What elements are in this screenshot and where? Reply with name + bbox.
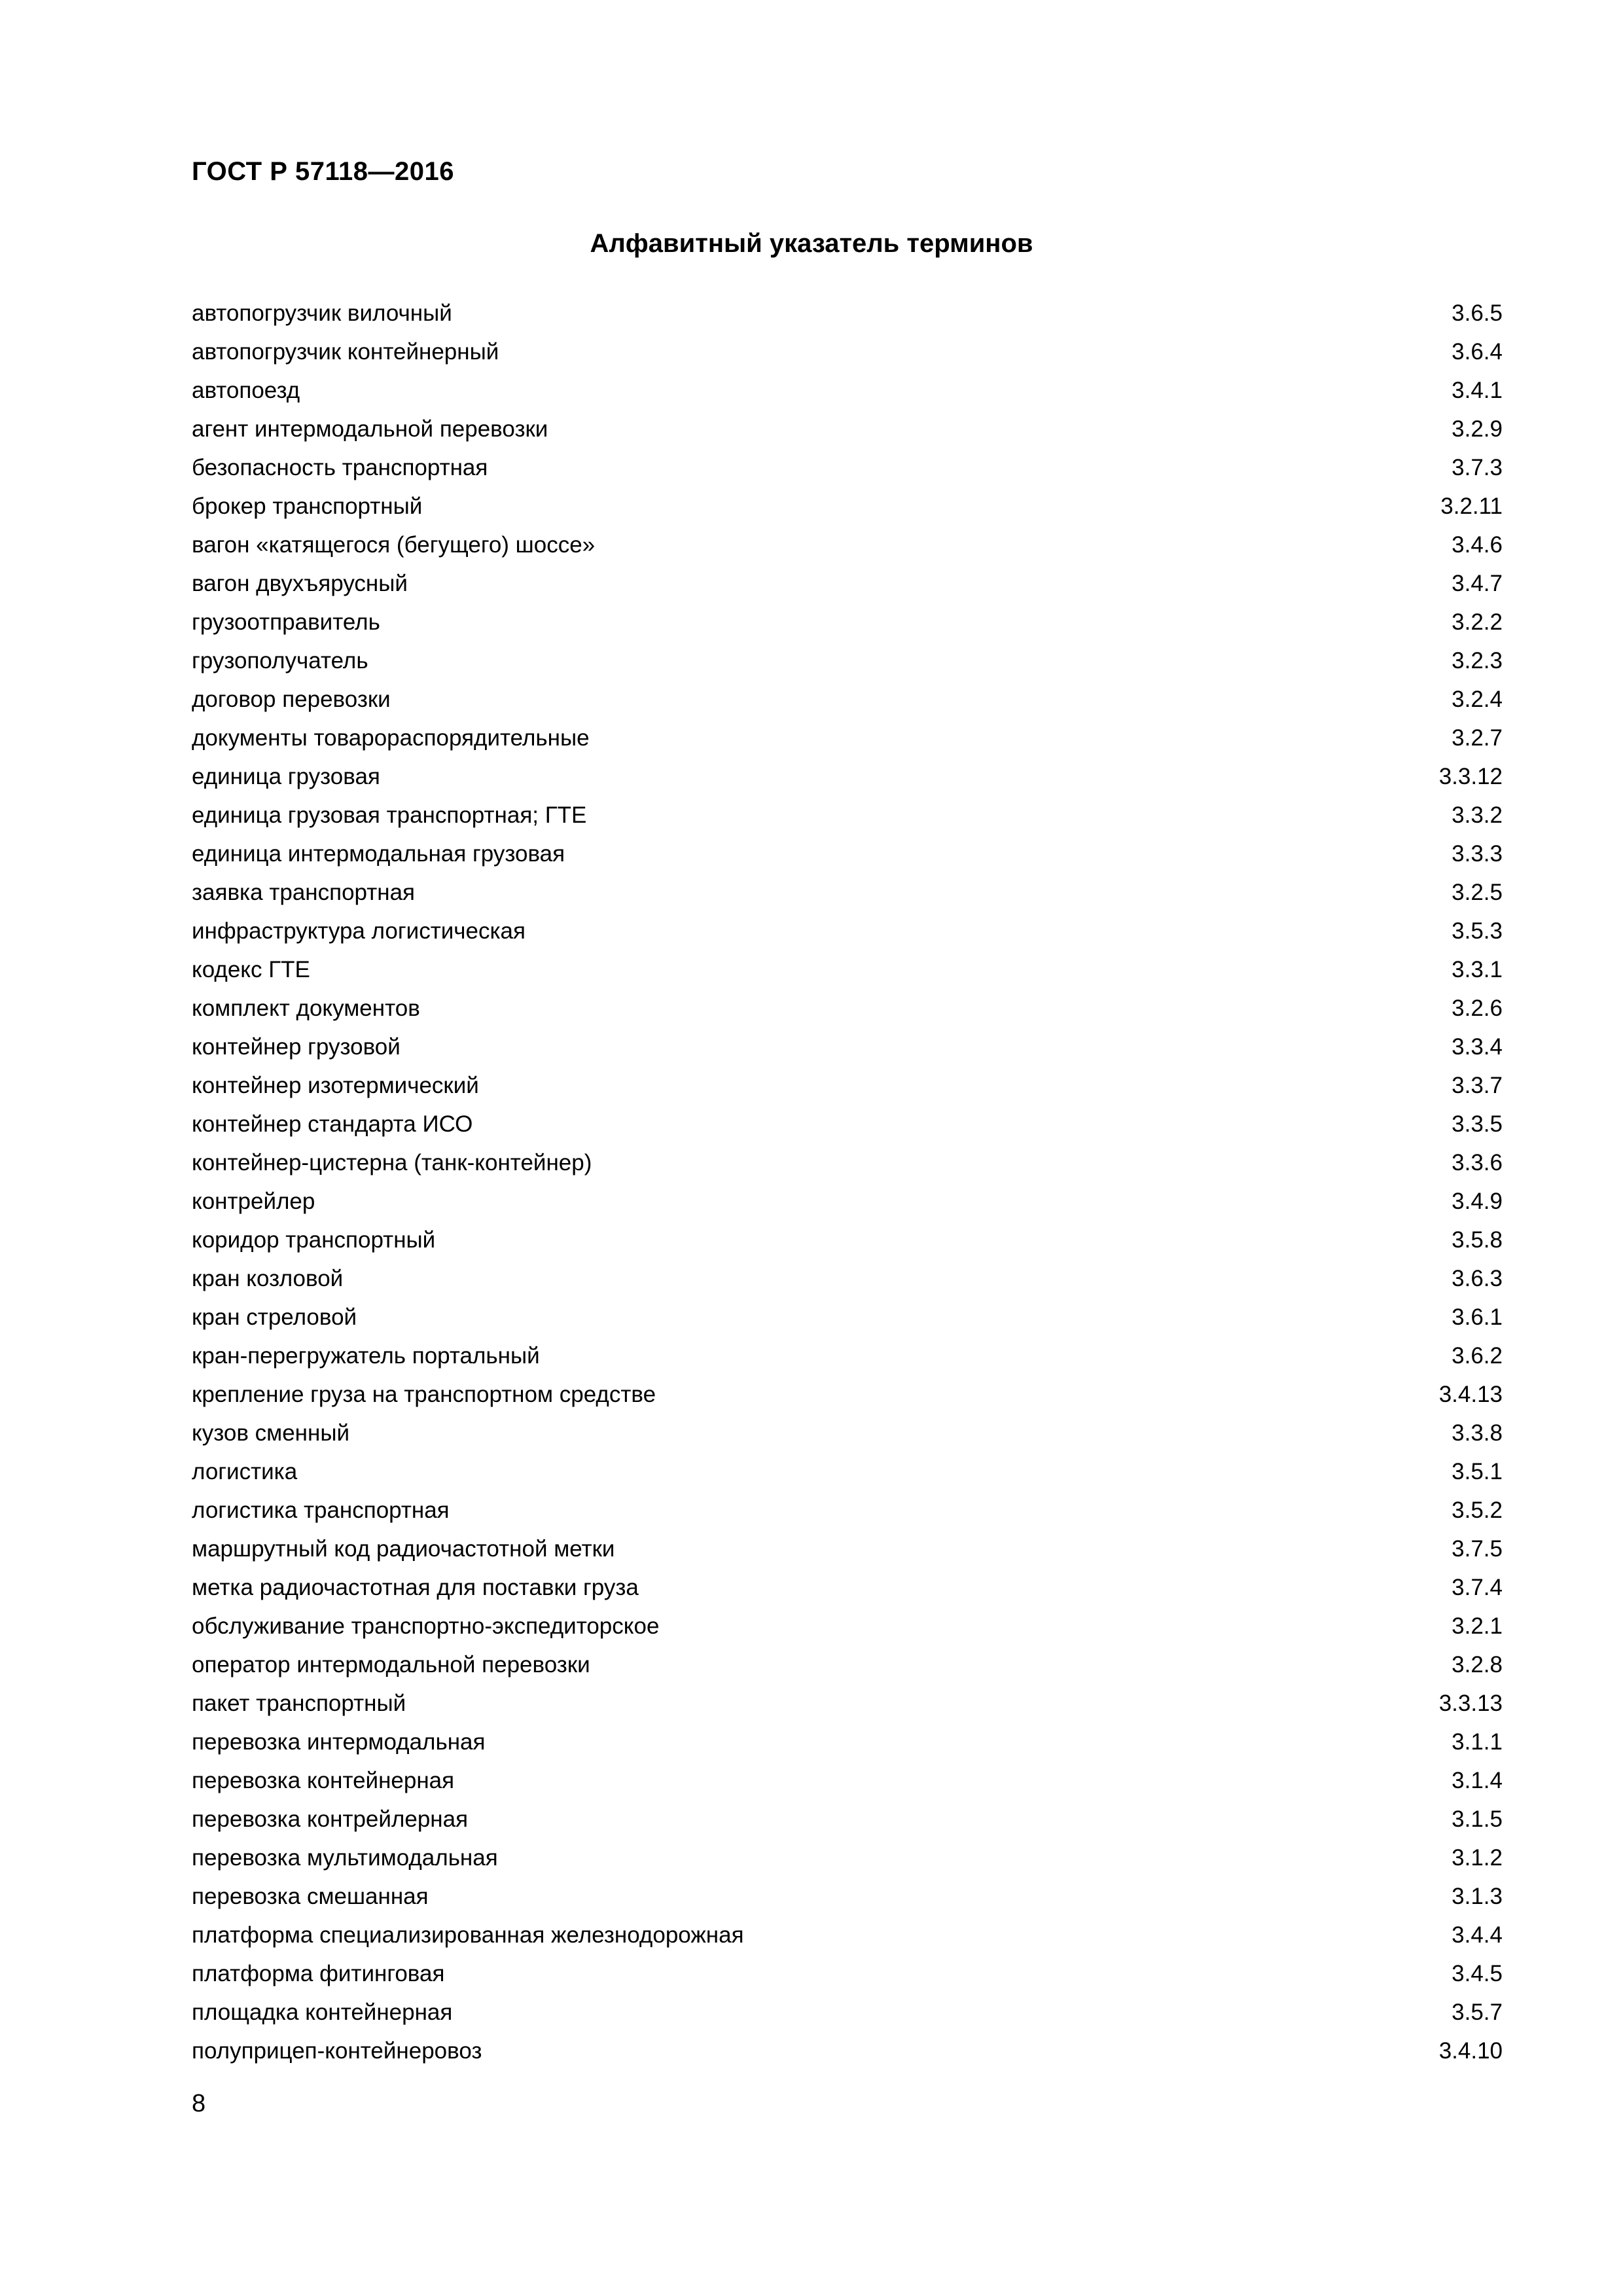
index-entry bbox=[192, 719, 1503, 757]
index-entry bbox=[192, 1877, 1503, 1916]
index-section-ref: 3.1.1 bbox=[1452, 1729, 1503, 1755]
index-entry bbox=[192, 1723, 1503, 1761]
index-term: контейнер изотермический bbox=[192, 1072, 479, 1098]
index-term: оператор интермодальной перевозки bbox=[192, 1651, 590, 1677]
index-section-ref: 3.6.1 bbox=[1452, 1304, 1503, 1330]
index-entry bbox=[192, 564, 1503, 603]
index-entry bbox=[192, 1375, 1503, 1414]
index-term: автопогрузчик вилочный bbox=[192, 300, 452, 326]
index-entry bbox=[192, 1259, 1503, 1298]
index-section-ref: 3.5.3 bbox=[1452, 918, 1503, 944]
index-entry bbox=[192, 1452, 1503, 1491]
index-section-ref: 3.3.13 bbox=[1438, 1690, 1503, 1716]
index-section-ref: 3.4.4 bbox=[1452, 1922, 1503, 1948]
index-section-ref: 3.4.9 bbox=[1452, 1188, 1503, 1214]
index-term: обслуживание транспортно-экспедиторское bbox=[192, 1613, 660, 1639]
index-term: вагон «катящегося (бегущего) шоссе» bbox=[192, 531, 596, 558]
index-entry bbox=[192, 641, 1503, 680]
index-section-ref: 3.3.12 bbox=[1438, 763, 1503, 789]
index-entry bbox=[192, 1761, 1503, 1800]
index-entry bbox=[192, 487, 1503, 526]
index-section-ref: 3.7.4 bbox=[1452, 1574, 1503, 1600]
index-section-ref: 3.4.13 bbox=[1438, 1381, 1503, 1407]
index-term: перевозка контейнерная bbox=[192, 1767, 455, 1793]
index-section-ref: 3.6.4 bbox=[1452, 338, 1503, 365]
index-entry bbox=[192, 1221, 1503, 1259]
index-entry bbox=[192, 1066, 1503, 1105]
index-term: комплект документов bbox=[192, 995, 420, 1021]
index-section-ref: 3.1.2 bbox=[1452, 1844, 1503, 1871]
index-term: брокер транспортный bbox=[192, 493, 423, 519]
index-section-ref: 3.2.1 bbox=[1452, 1613, 1503, 1639]
index-term: кран козловой bbox=[192, 1265, 344, 1291]
index-term: коридор транспортный bbox=[192, 1227, 436, 1253]
index-section-ref: 3.7.3 bbox=[1452, 454, 1503, 480]
index-term: безопасность транспортная bbox=[192, 454, 488, 480]
index-entry bbox=[192, 1105, 1503, 1143]
index-section-ref: 3.5.1 bbox=[1452, 1458, 1503, 1484]
index-term: пакет транспортный bbox=[192, 1690, 406, 1716]
index-section-ref: 3.2.4 bbox=[1452, 686, 1503, 712]
index-entry bbox=[192, 912, 1503, 950]
index-section-ref: 3.6.5 bbox=[1452, 300, 1503, 326]
index-section-ref: 3.7.5 bbox=[1452, 1535, 1503, 1562]
index-entry bbox=[192, 1993, 1503, 2032]
index-section-ref: 3.3.1 bbox=[1452, 956, 1503, 982]
index-entry bbox=[192, 2032, 1503, 2070]
index-term: перевозка интермодальная bbox=[192, 1729, 486, 1755]
index-entry bbox=[192, 1954, 1503, 1993]
term-index-list bbox=[192, 294, 1503, 2070]
index-entry bbox=[192, 1336, 1503, 1375]
index-section-ref: 3.2.11 bbox=[1440, 493, 1503, 519]
index-section-ref: 3.1.4 bbox=[1452, 1767, 1503, 1793]
index-section-ref: 3.4.7 bbox=[1452, 570, 1503, 596]
index-term: логистика транспортная bbox=[192, 1497, 450, 1523]
index-section-ref: 3.2.8 bbox=[1452, 1651, 1503, 1677]
index-entry bbox=[192, 603, 1503, 641]
index-section-ref: 3.2.7 bbox=[1452, 725, 1503, 751]
index-term: автопоезд bbox=[192, 377, 300, 403]
index-entry bbox=[192, 294, 1503, 332]
index-entry bbox=[192, 1800, 1503, 1839]
index-entry bbox=[192, 1839, 1503, 1877]
index-section-ref: 3.3.7 bbox=[1452, 1072, 1503, 1098]
index-title: Алфавитный указатель терминов bbox=[590, 229, 1033, 258]
index-section-ref: 3.3.2 bbox=[1452, 802, 1503, 828]
index-section-ref: 3.1.3 bbox=[1452, 1883, 1503, 1909]
index-term: инфраструктура логистическая bbox=[192, 918, 526, 944]
index-entry bbox=[192, 1645, 1503, 1684]
index-entry bbox=[192, 989, 1503, 1028]
index-term: платформа специализированная железнодорожная bbox=[192, 1922, 744, 1948]
index-section-ref: 3.3.4 bbox=[1452, 1033, 1503, 1060]
index-entry bbox=[192, 1684, 1503, 1723]
index-entry bbox=[192, 1028, 1503, 1066]
index-entry bbox=[192, 1916, 1503, 1954]
index-section-ref: 3.4.5 bbox=[1452, 1960, 1503, 1986]
index-term: кран стреловой bbox=[192, 1304, 357, 1330]
index-section-ref: 3.5.2 bbox=[1452, 1497, 1503, 1523]
index-term: полуприцеп-контейнеровоз bbox=[192, 2037, 482, 2064]
index-term: платформа фитинговая bbox=[192, 1960, 445, 1986]
index-term: перевозка смешанная bbox=[192, 1883, 429, 1909]
index-section-ref: 3.6.2 bbox=[1452, 1342, 1503, 1369]
index-entry bbox=[192, 1182, 1503, 1221]
index-term: грузополучатель bbox=[192, 647, 368, 673]
index-section-ref: 3.4.10 bbox=[1438, 2037, 1503, 2064]
index-section-ref: 3.3.3 bbox=[1452, 840, 1503, 867]
index-section-ref: 3.6.3 bbox=[1452, 1265, 1503, 1291]
index-section-ref: 3.2.6 bbox=[1452, 995, 1503, 1021]
index-term: кузов сменный bbox=[192, 1420, 350, 1446]
index-section-ref: 3.2.5 bbox=[1452, 879, 1503, 905]
index-section-ref: 3.2.3 bbox=[1452, 647, 1503, 673]
index-term: единица интермодальная грузовая bbox=[192, 840, 565, 867]
index-term: автопогрузчик контейнерный bbox=[192, 338, 499, 365]
index-entry bbox=[192, 371, 1503, 410]
index-entry bbox=[192, 526, 1503, 564]
index-entry bbox=[192, 1143, 1503, 1182]
index-term: документы товарораспорядительные bbox=[192, 725, 590, 751]
index-section-ref: 3.4.6 bbox=[1452, 531, 1503, 558]
index-section-ref: 3.4.1 bbox=[1452, 377, 1503, 403]
index-term: агент интермодальной перевозки bbox=[192, 416, 548, 442]
index-term: договор перевозки bbox=[192, 686, 391, 712]
index-term: контейнер стандарта ИСО bbox=[192, 1111, 473, 1137]
index-term: грузоотправитель bbox=[192, 609, 380, 635]
index-section-ref: 3.5.7 bbox=[1452, 1999, 1503, 2025]
index-entry bbox=[192, 448, 1503, 487]
index-section-ref: 3.3.6 bbox=[1452, 1149, 1503, 1175]
index-entry bbox=[192, 950, 1503, 989]
index-term: вагон двухъярусный bbox=[192, 570, 408, 596]
index-term: крепление груза на транспортном средстве bbox=[192, 1381, 656, 1407]
index-entry bbox=[192, 834, 1503, 873]
index-entry bbox=[192, 796, 1503, 834]
index-term: кодекс ГТЕ bbox=[192, 956, 310, 982]
index-entry bbox=[192, 1530, 1503, 1568]
index-term: метка радиочастотная для поставки груза bbox=[192, 1574, 639, 1600]
index-entry bbox=[192, 1414, 1503, 1452]
index-term: перевозка контрейлерная bbox=[192, 1806, 469, 1832]
index-section-ref: 3.3.5 bbox=[1452, 1111, 1503, 1137]
index-entry bbox=[192, 1568, 1503, 1607]
index-term: логистика bbox=[192, 1458, 298, 1484]
index-entry bbox=[192, 1491, 1503, 1530]
index-term: единица грузовая транспортная; ГТЕ bbox=[192, 802, 587, 828]
index-term: заявка транспортная bbox=[192, 879, 416, 905]
index-term: перевозка мультимодальная bbox=[192, 1844, 498, 1871]
index-entry bbox=[192, 680, 1503, 719]
index-term: контейнер грузовой bbox=[192, 1033, 401, 1060]
page-number: 8 bbox=[192, 2090, 206, 2117]
index-term: маршрутный код радиочастотной метки bbox=[192, 1535, 615, 1562]
index-entry bbox=[192, 1298, 1503, 1336]
index-term: площадка контейнерная bbox=[192, 1999, 453, 2025]
index-term: контрейлер bbox=[192, 1188, 315, 1214]
index-section-ref: 3.2.2 bbox=[1452, 609, 1503, 635]
index-section-ref: 3.2.9 bbox=[1452, 416, 1503, 442]
index-entry bbox=[192, 1607, 1503, 1645]
index-entry bbox=[192, 332, 1503, 371]
index-entry bbox=[192, 873, 1503, 912]
index-entry bbox=[192, 757, 1503, 796]
index-section-ref: 3.1.5 bbox=[1452, 1806, 1503, 1832]
standard-code-header: ГОСТ Р 57118—2016 bbox=[192, 157, 454, 186]
index-entry bbox=[192, 410, 1503, 448]
index-term: единица грузовая bbox=[192, 763, 380, 789]
index-term: кран-перегружатель портальный bbox=[192, 1342, 540, 1369]
index-term: контейнер-цистерна (танк-контейнер) bbox=[192, 1149, 592, 1175]
index-section-ref: 3.5.8 bbox=[1452, 1227, 1503, 1253]
index-section-ref: 3.3.8 bbox=[1452, 1420, 1503, 1446]
